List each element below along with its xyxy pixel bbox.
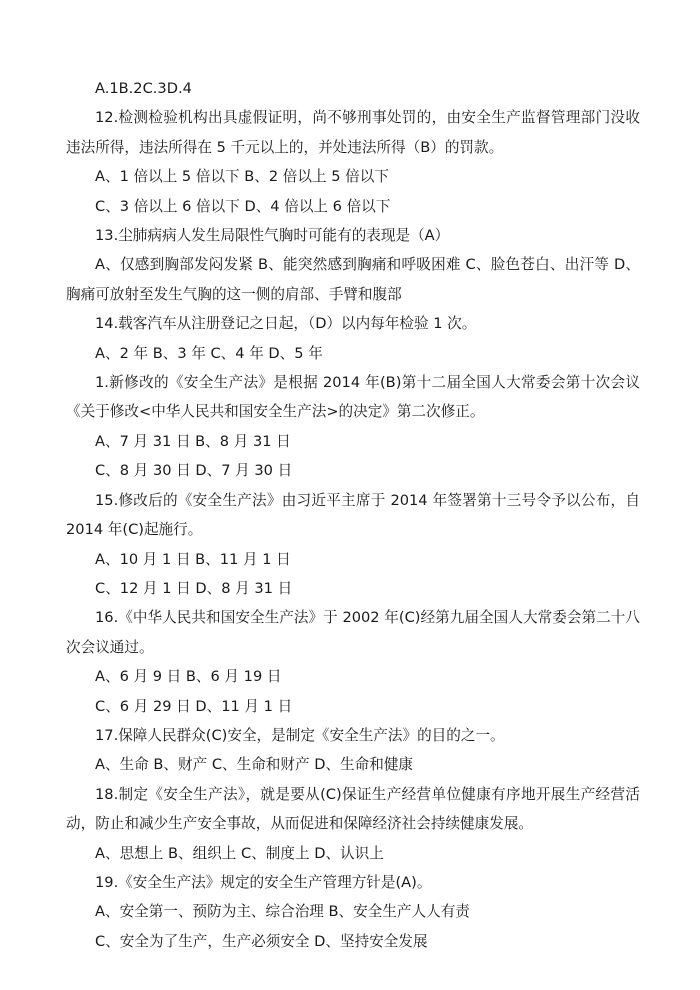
- question-19-options-cd: C、安全为了生产，生产必须安全 D、坚持安全发展: [95, 932, 428, 950]
- question-16-options-ab: A、6 月 9 日 B、6 月 19 日: [95, 668, 282, 686]
- question-15-options-cd: C、12 月 1 日 D、8 月 31 日: [95, 579, 293, 597]
- question-18-options: A、思想上 B、组织上 C、制度上 D、认识上: [95, 844, 384, 862]
- question-12: 12.检测检验机构出具虚假证明，尚不够刑事处罚的，由安全生产监督管理部门没收违法所得，违法所得在 5 千元以上的，并处违法所得（B）的罚款。: [66, 109, 640, 156]
- question-14-options: A、2 年 B、3 年 C、4 年 D、5 年: [95, 344, 323, 362]
- question-18: 18.制定《安全生产法》，就是要从(C)保证生产经营单位健康有序地开展生产经营活动，防止和减少生产安全事故，从而促进和保障经济社会持续健康发展。: [66, 785, 640, 833]
- question-17: 17.保障人民群众(C)安全，是制定《安全生产法》的目的之一。: [95, 726, 505, 744]
- question-1-options-ab: A、7 月 31 日 B、8 月 31 日: [95, 432, 291, 450]
- question-1: 1.新修改的《安全生产法》是根据 2014 年(B)第十二届全国人大常委会第十次会议《关于修改<中华人民共和国安全生产法>的决定》第二次修正。: [66, 374, 640, 421]
- question-12-options-ab: A、1 倍以上 5 倍以下 B、2 倍以上 5 倍以下: [95, 168, 389, 186]
- question-1-options-cd: C、8 月 30 日 D、7 月 30 日: [95, 462, 293, 480]
- question-16: 16.《中华人民共和国安全生产法》于 2002 年(C)经第九届全国人大常委会第二十八次会议通过。: [66, 609, 640, 656]
- question-15: 15.修改后的《安全生产法》由习近平主席于 2014 年签署第十三号令予以公布，自 2014 年(C)起施行。: [66, 491, 640, 539]
- document-body: [66, 74, 640, 956]
- question-15-options-ab: A、10 月 1 日 B、11 月 1 日: [95, 550, 291, 568]
- question-14: 14.载客汽车从注册登记之日起，（D）以内每年检验 1 次。: [95, 315, 477, 333]
- question-13: 13.尘肺病病人发生局限性气胸时可能有的表现是（A）: [95, 227, 450, 245]
- question-19-options-ab: A、安全第一、预防为主、综合治理 B、安全生产人人有责: [95, 903, 470, 921]
- question-17-options: A、生命 B、财产 C、生命和财产 D、生命和健康: [95, 756, 414, 774]
- question-16-options-cd: C、6 月 29 日 D、11 月 1 日: [95, 697, 293, 715]
- question-19: 19.《安全生产法》规定的安全生产管理方针是(A)。: [95, 873, 432, 891]
- question-13-options: A、仅感到胸部发闷发紧 B、能突然感到胸痛和呼吸困难 C、脸色苍白、出汗等 D、胸痛可放射至发生气胸的这一侧的肩部、手臂和腹部: [66, 256, 640, 303]
- answer-options-line: A.1B.2C.3D.4: [95, 80, 192, 97]
- question-12-options-cd: C、3 倍以上 6 倍以下 D、4 倍以上 6 倍以下: [95, 197, 391, 215]
